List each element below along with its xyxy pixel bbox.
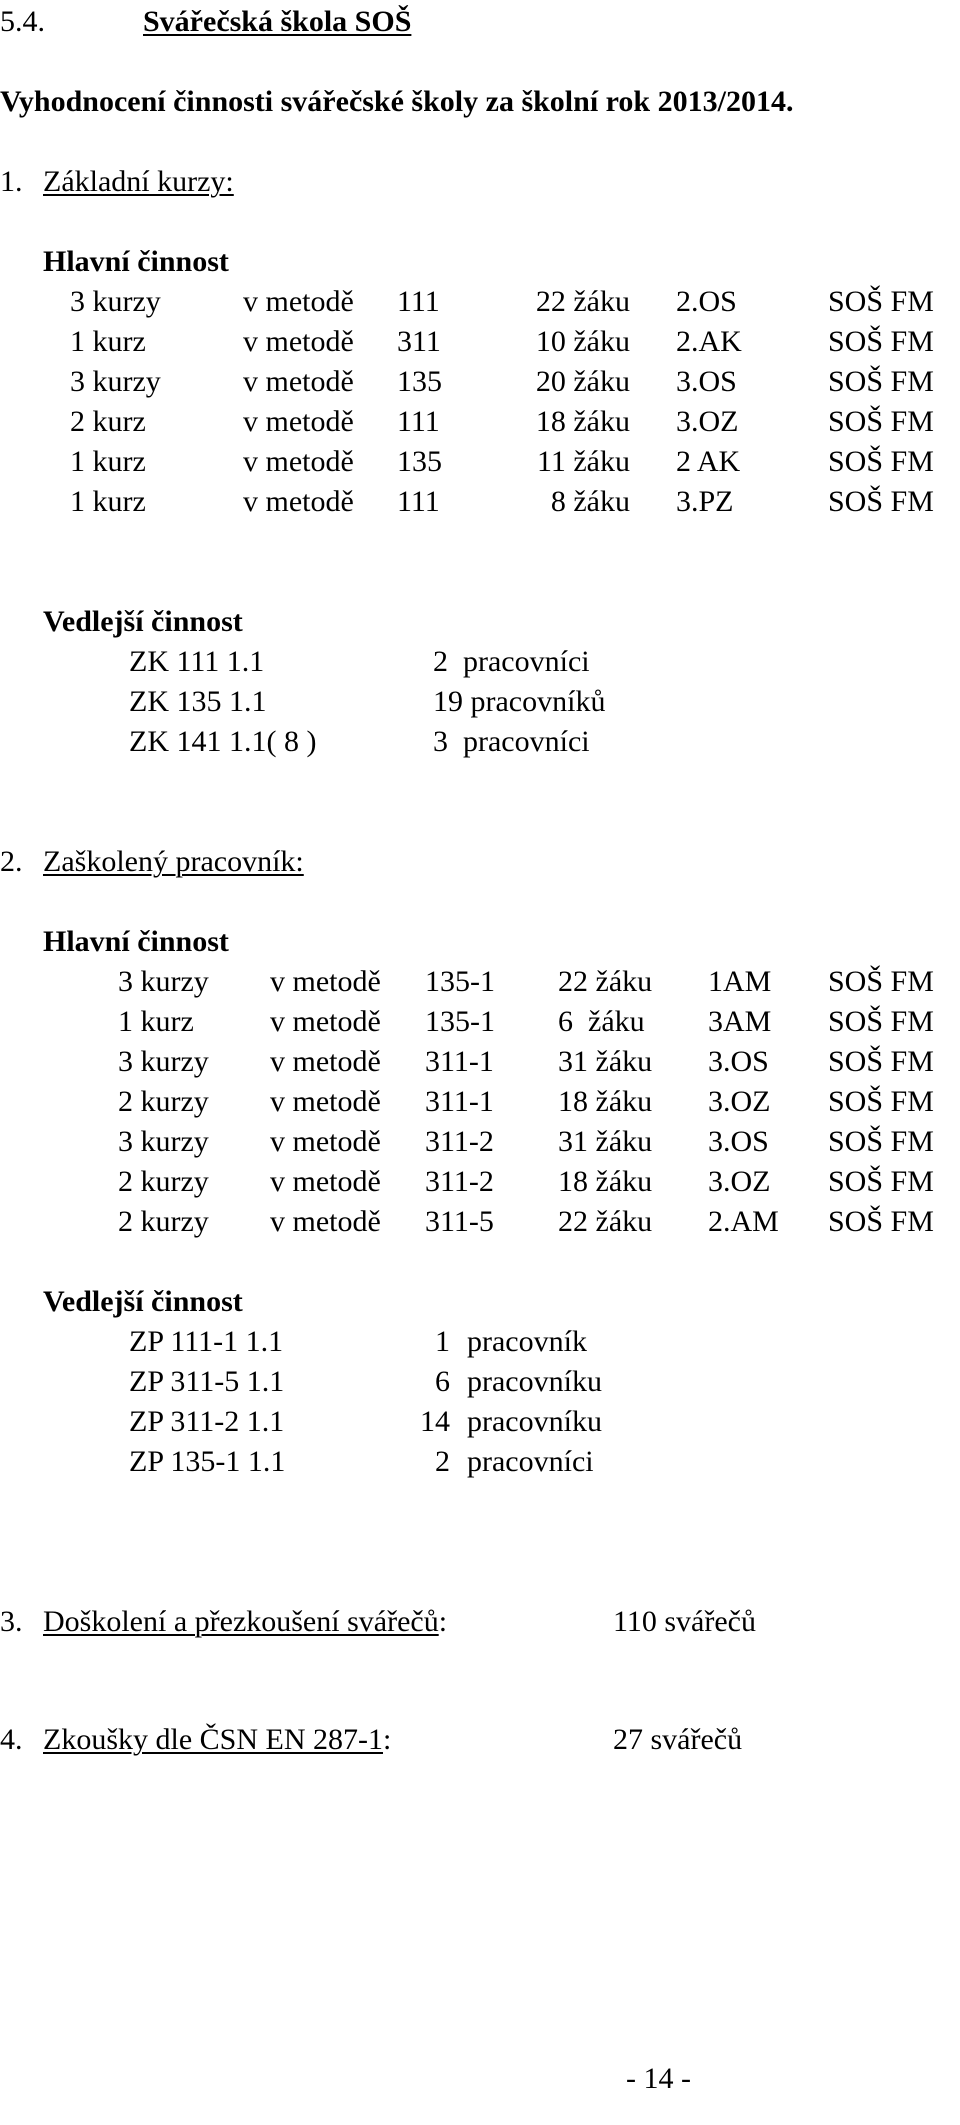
worker-count: 2 pracovníci — [433, 645, 590, 678]
method-code: 135-1 — [425, 965, 495, 998]
activity-code: ZP 311-2 1.1 — [129, 1405, 285, 1438]
section-number: 5.4. — [0, 5, 45, 38]
sec4-colon: : — [383, 1723, 392, 1756]
sec3-title-wrap — [43, 1602, 447, 1642]
class-name: 2.OS — [676, 285, 737, 318]
activity-code: ZK 111 1.1 — [129, 645, 265, 678]
method-code: 111 — [397, 285, 440, 318]
class-name: 3.OZ — [676, 405, 739, 438]
table-row — [0, 322, 960, 362]
activity-code: ZP 311-5 1.1 — [129, 1365, 285, 1398]
worker-label: pracovníci — [467, 1445, 594, 1478]
method-label: v metodě — [270, 1125, 381, 1158]
page-number: - 14 - — [626, 2062, 691, 2095]
course-count: 1 kurz — [70, 445, 146, 478]
class-name: 3AM — [708, 1005, 772, 1038]
school-name: SOŠ FM — [828, 285, 934, 318]
sec1-main-heading: Hlavní činnost — [43, 245, 229, 278]
table-row — [0, 1402, 960, 1442]
method-code: 311-1 — [425, 1045, 494, 1078]
section-title: Svářečská škola SOŠ — [143, 5, 412, 38]
course-count: 1 kurz — [118, 1005, 194, 1038]
course-count: 1 kurz — [70, 485, 146, 518]
activity-code: ZP 111-1 1.1 — [129, 1325, 284, 1358]
method-code: 311-5 — [425, 1205, 494, 1238]
intro-heading: Vyhodnocení činnosti svářečské školy za školní rok 2013/2014. — [0, 85, 794, 118]
method-label: v metodě — [270, 1165, 381, 1198]
sec2-title: Zaškolený pracovník: — [43, 845, 304, 878]
class-name: 3.OZ — [708, 1085, 771, 1118]
school-name: SOŠ FM — [828, 965, 934, 998]
worker-number: 2 — [435, 1445, 450, 1478]
method-label: v metodě — [243, 325, 354, 358]
school-name: SOŠ FM — [828, 485, 934, 518]
course-count: 3 kurzy — [118, 1045, 209, 1078]
school-name: SOŠ FM — [828, 1045, 934, 1078]
sec4-title: Zkoušky dle ČSN EN 287-1 — [43, 1723, 383, 1756]
method-code: 135 — [397, 365, 442, 398]
table-row — [0, 1322, 960, 1362]
sec2-number: 2. — [0, 845, 23, 878]
course-count: 3 kurzy — [118, 965, 209, 998]
school-name: SOŠ FM — [828, 1085, 934, 1118]
school-name: SOŠ FM — [828, 405, 934, 438]
worker-number: 14 — [420, 1405, 450, 1438]
student-count: 20 žáku — [535, 365, 630, 398]
sec4-value: 27 svářečů — [613, 1723, 743, 1756]
method-code: 311-1 — [425, 1085, 494, 1118]
worker-count: 3 pracovníci — [433, 725, 590, 758]
school-name: SOŠ FM — [828, 1005, 934, 1038]
method-label: v metodě — [243, 445, 354, 478]
method-label: v metodě — [243, 365, 354, 398]
course-count: 3 kurzy — [70, 365, 161, 398]
sec2-side-heading: Vedlejší činnost — [43, 1285, 243, 1318]
table-row — [0, 402, 960, 442]
school-name: SOŠ FM — [828, 1165, 934, 1198]
sec2-main-heading: Hlavní činnost — [43, 925, 229, 958]
table-row — [0, 282, 960, 322]
school-name: SOŠ FM — [828, 365, 934, 398]
table-row — [0, 1362, 960, 1402]
school-name: SOŠ FM — [828, 445, 934, 478]
sec4-number: 4. — [0, 1723, 23, 1756]
student-count: 22 žáku — [558, 1205, 653, 1238]
method-label: v metodě — [270, 1005, 381, 1038]
sec4-title-wrap — [43, 1720, 391, 1760]
student-count: 10 žáku — [535, 325, 630, 358]
worker-number: 1 — [435, 1325, 450, 1358]
worker-label: pracovníku — [467, 1405, 602, 1438]
course-count: 2 kurzy — [118, 1205, 209, 1238]
sec1-title: Základní kurzy: — [43, 165, 234, 198]
student-count: 6 žáku — [558, 1005, 645, 1038]
worker-count: 19 pracovníků — [433, 685, 606, 718]
activity-code: ZP 135-1 1.1 — [129, 1445, 286, 1478]
table-row — [0, 362, 960, 402]
class-name: 2.AK — [676, 325, 742, 358]
sec3-title: Doškolení a přezkoušení svářečů — [43, 1605, 439, 1638]
student-count: 31 žáku — [558, 1045, 653, 1078]
student-count: 22 žáku — [535, 285, 630, 318]
student-count: 22 žáku — [558, 965, 653, 998]
school-name: SOŠ FM — [828, 325, 934, 358]
method-label: v metodě — [243, 285, 354, 318]
class-name: 2 AK — [676, 445, 741, 478]
student-count: 18 žáku — [558, 1165, 653, 1198]
student-count: 11 žáku — [536, 445, 630, 478]
class-name: 3.PZ — [676, 485, 734, 518]
method-code: 135 — [397, 445, 442, 478]
sec1-side-heading: Vedlejší činnost — [43, 605, 243, 638]
class-name: 3.OZ — [708, 1165, 771, 1198]
sec3-colon: : — [438, 1605, 448, 1638]
method-label: v metodě — [243, 405, 354, 438]
method-code: 111 — [397, 485, 440, 518]
class-name: 2.AM — [708, 1205, 779, 1238]
method-code: 311-2 — [425, 1165, 494, 1198]
method-code: 111 — [397, 405, 440, 438]
method-label: v metodě — [270, 1205, 381, 1238]
course-count: 3 kurzy — [70, 285, 161, 318]
method-label: v metodě — [270, 965, 381, 998]
method-code: 311-2 — [425, 1125, 494, 1158]
activity-code: ZK 135 1.1 — [129, 685, 267, 718]
table-row — [0, 482, 960, 522]
class-name: 1AM — [708, 965, 772, 998]
student-count: 31 žáku — [558, 1125, 653, 1158]
student-count: 18 žáku — [558, 1085, 653, 1118]
sec3-value: 110 svářečů — [613, 1605, 756, 1638]
method-code: 311 — [397, 325, 441, 358]
school-name: SOŠ FM — [828, 1125, 934, 1158]
worker-label: pracovníku — [467, 1365, 602, 1398]
course-count: 2 kurz — [70, 405, 146, 438]
table-row — [0, 442, 960, 482]
activity-code: ZK 141 1.1( 8 ) — [129, 725, 317, 758]
sec3-number: 3. — [0, 1605, 23, 1638]
student-count: 18 žáku — [535, 405, 630, 438]
table-row — [0, 1442, 960, 1482]
worker-label: pracovník — [467, 1325, 587, 1358]
method-label: v metodě — [270, 1045, 381, 1078]
class-name: 3.OS — [708, 1125, 769, 1158]
school-name: SOŠ FM — [828, 1205, 934, 1238]
method-code: 135-1 — [425, 1005, 495, 1038]
sec1-number: 1. — [0, 165, 23, 198]
method-label: v metodě — [270, 1085, 381, 1118]
class-name: 3.OS — [708, 1045, 769, 1078]
course-count: 3 kurzy — [118, 1125, 209, 1158]
course-count: 1 kurz — [70, 325, 146, 358]
worker-number: 6 — [435, 1365, 450, 1398]
course-count: 2 kurzy — [118, 1085, 209, 1118]
course-count: 2 kurzy — [118, 1165, 209, 1198]
method-label: v metodě — [243, 485, 354, 518]
student-count: 8 žáku — [550, 485, 630, 518]
class-name: 3.OS — [676, 365, 737, 398]
